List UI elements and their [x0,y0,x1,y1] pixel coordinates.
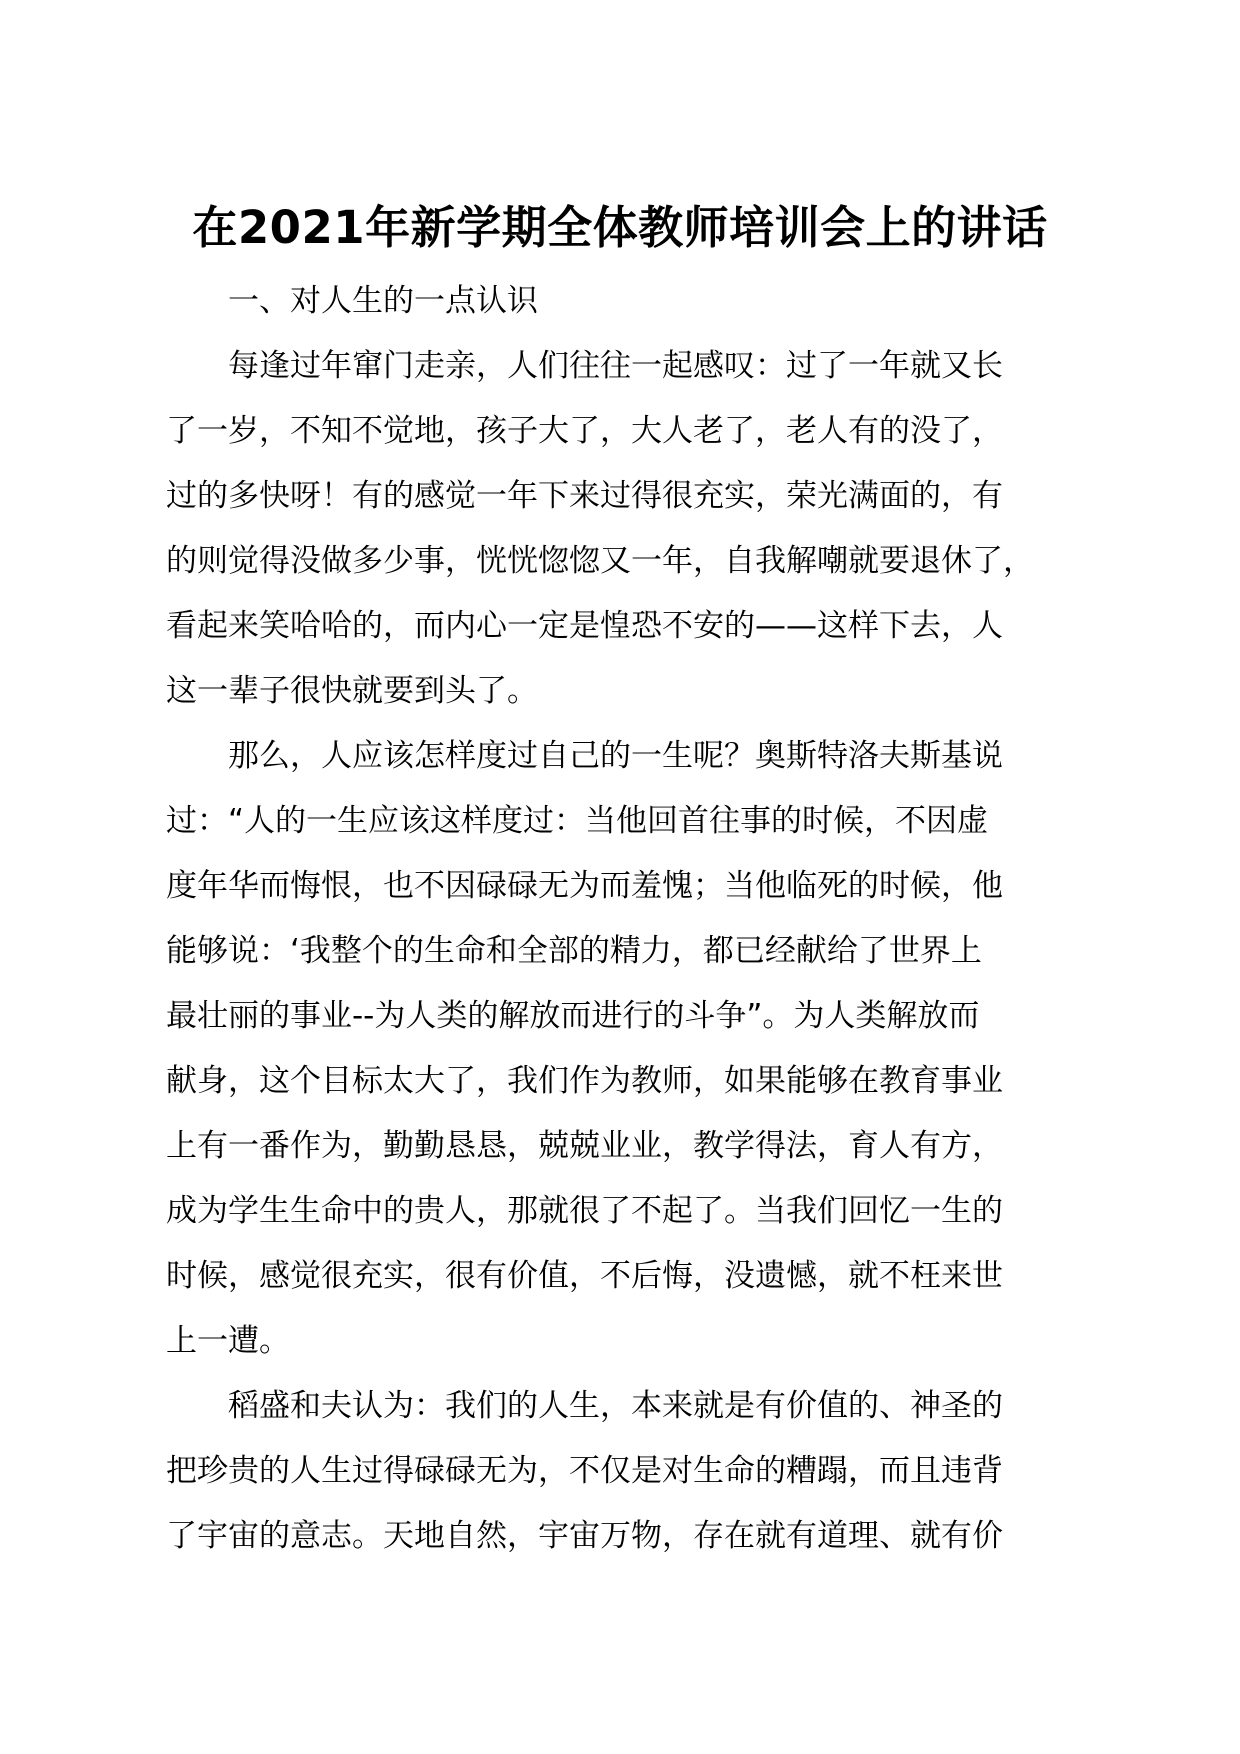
body-line: 上有一番作为，勤勤恳恳，兢兢业业，教学得法，育人有方， [166,1128,1003,1164]
body-line: 那么，人应该怎样度过自己的一生呢？奥斯特洛夫斯基说 [166,738,1003,774]
body-line: 能够说：‘我整个的生命和全部的精力，都已经献给了世界上 [166,933,982,969]
body-line: 度年华而悔恨，也不因碌碌无为而羞愧；当他临死的时候，他 [166,868,1003,904]
document-body [166,269,1096,1569]
body-line: 把珍贵的人生过得碌碌无为，不仅是对生命的糟蹋，而且违背 [166,1453,1003,1489]
body-line: 献身，这个目标太大了，我们作为教师，如果能够在教育事业 [166,1063,1003,1099]
body-line: 过：“人的一生应该这样度过：当他回首往事的时候，不因虚 [166,803,989,839]
body-line: 了宇宙的意志。天地自然，宇宙万物，存在就有道理、就有价 [166,1518,1003,1554]
body-line: 最壮丽的事业--为人类的解放而进行的斗争”。为人类解放而 [166,998,980,1034]
section-heading: 一、对人生的一点认识 [166,283,538,319]
body-line: 过的多快呀！有的感觉一年下来过得很充实，荣光满面的，有 [166,478,1003,514]
body-line: 每逢过年窜门走亲，人们往往一起感叹：过了一年就又长 [166,348,1003,384]
body-line: 看起来笑哈哈的，而内心一定是惶恐不安的——这样下去，人 [166,608,1003,644]
body-line: 上一遭。 [166,1323,290,1359]
body-line: 时候，感觉很充实，很有价值，不后悔，没遗憾，就不枉来世 [166,1258,1003,1294]
body-line: 稻盛和夫认为：我们的人生，本来就是有价值的、神圣的 [166,1388,1003,1424]
document-title: 在2021年新学期全体教师培训会上的讲话 [192,201,1048,254]
body-line: 成为学生生命中的贵人，那就很了不起了。当我们回忆一生的 [166,1193,1003,1229]
body-line: 这一辈子很快就要到头了。 [166,673,538,709]
body-line: 的则觉得没做多少事，恍恍惚惚又一年，自我解嘲就要退休了， [166,543,1034,579]
body-line: 了一岁，不知不觉地，孩子大了，大人老了，老人有的没了， [166,413,1003,449]
